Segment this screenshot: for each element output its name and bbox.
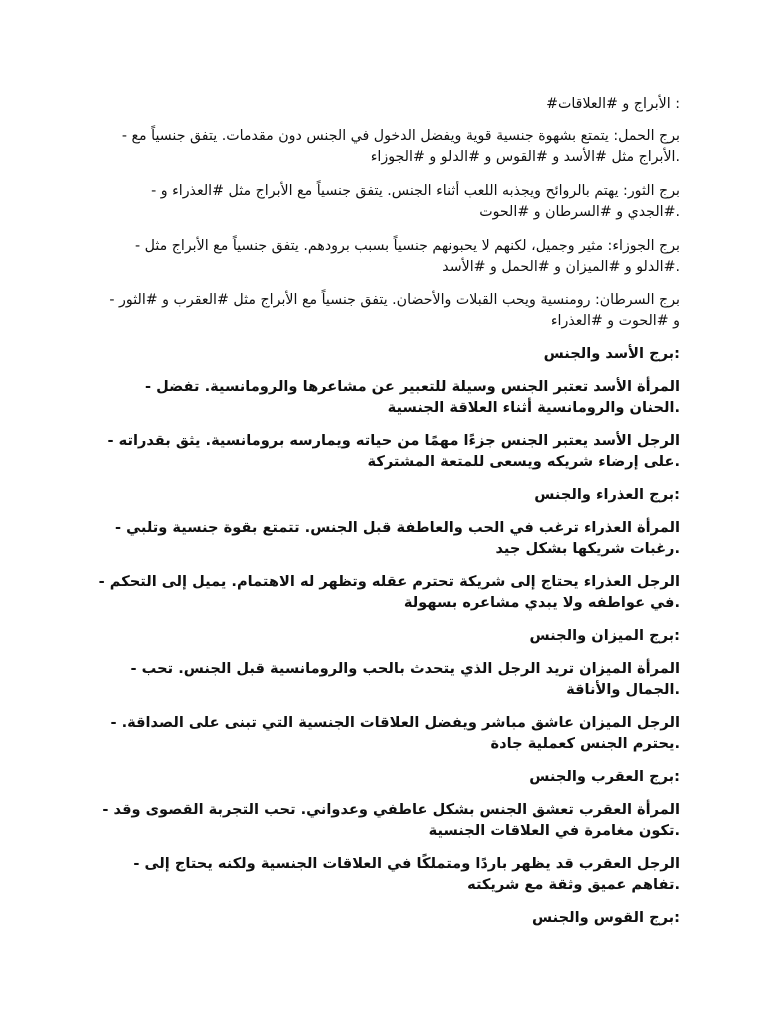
leo-section-heading: :برج الأسد والجنس [543, 345, 680, 362]
libra-section-heading: :برج الميزان والجنس [529, 627, 680, 644]
libra-woman-line-1: المرأة الميزان تريد الرجل الذي يتحدث بالحب والرومانسية قبل الجنس. تحب - [130, 660, 680, 677]
aries-paragraph-line-1: برج الحمل: يتمتع بشهوة جنسية قوية ويفضل الدخول في الجنس دون مقدمات. يتفق جنسياً مع - [121, 128, 680, 144]
virgo-section-heading: :برج العذراء والجنس [534, 486, 680, 503]
intro-heading: : الأبراج و #العلاقات# [546, 96, 680, 112]
sagittarius-section-heading: :برج القوس والجنس [531, 909, 680, 926]
virgo-woman-line-1: المرأة العذراء ترغب في الحب والعاطفة قبل الجنس. تتمتع بقوة جنسية وتلبي - [114, 519, 680, 536]
scorpio-woman-line-1: المرأة العقرب تعشق الجنس بشكل عاطفي وعدواني. تحب التجربة القصوى وقد - [102, 801, 680, 818]
cancer-paragraph-line-2: و #الحوت و #العذراء [550, 313, 680, 329]
virgo-woman-line-2: .رغبات شريكها بشكل جيد [495, 540, 680, 557]
libra-man-line-2: .يحترم الجنس كعملية جادة [490, 735, 680, 752]
taurus-paragraph-line-1: برج الثور: يهتم بالروائح ويجذبه اللعب أثناء الجنس. يتفق جنسياً مع الأبراج مثل #العذراء و - [151, 183, 680, 199]
libra-woman-line-2: .الجمال والأناقة [566, 681, 680, 698]
leo-man-line-1: الرجل الأسد يعتبر الجنس جزءًا مهمًا من حياته ويمارسه برومانسية. يثق بقدراته - [107, 432, 680, 449]
gemini-paragraph-line-1: برج الجوزاء: مثير وجميل، لكنهم لا يحبونهم جنسياً بسبب برودهم. يتفق جنسياً مع الأبراج مثل - [134, 238, 680, 254]
virgo-man-line-2: .في عواطفه ولا يبدي مشاعره بسهولة [403, 594, 680, 611]
leo-man-line-2: .على إرضاء شريكه ويسعى للمتعة المشتركة [367, 453, 680, 470]
gemini-paragraph-line-2: .#الدلو و #الميزان و #الحمل و #الأسد [442, 259, 680, 275]
virgo-man-line-1: الرجل العذراء يحتاج إلى شريكة تحترم عقله وتظهر له الاهتمام. يميل إلى التحكم - [98, 573, 680, 590]
scorpio-woman-line-2: .تكون مغامرة في العلاقات الجنسية [428, 822, 680, 839]
aries-paragraph-line-2: .الأبراج مثل #الأسد و #القوس و #الدلو و #الجوزاء [370, 149, 680, 165]
libra-man-line-1: الرجل الميزان عاشق مباشر ويفضل العلاقات الجنسية التي تبنى على الصداقة. - [110, 714, 680, 731]
scorpio-man-line-1: الرجل العقرب قد يظهر باردًا ومتملكًا في العلاقات الجنسية ولكنه يحتاج إلى - [133, 855, 680, 872]
scorpio-section-heading: :برج العقرب والجنس [529, 768, 680, 785]
cancer-paragraph-line-1: برج السرطان: رومنسية ويحب القبلات والأحضان. يتفق جنسياً مع الأبراج مثل #العقرب و #الثور - [109, 292, 680, 308]
taurus-paragraph-line-2: .#الجدي و #السرطان و #الحوت [479, 204, 680, 220]
leo-woman-line-2: .الحنان والرومانسية أثناء العلاقة الجنسية [387, 399, 680, 416]
leo-woman-line-1: المرأة الأسد تعتبر الجنس وسيلة للتعبير عن مشاعرها والرومانسية. تفضل - [145, 378, 680, 395]
scorpio-man-line-2: .تفاهم عميق وثقة مع شريكته [467, 876, 680, 893]
